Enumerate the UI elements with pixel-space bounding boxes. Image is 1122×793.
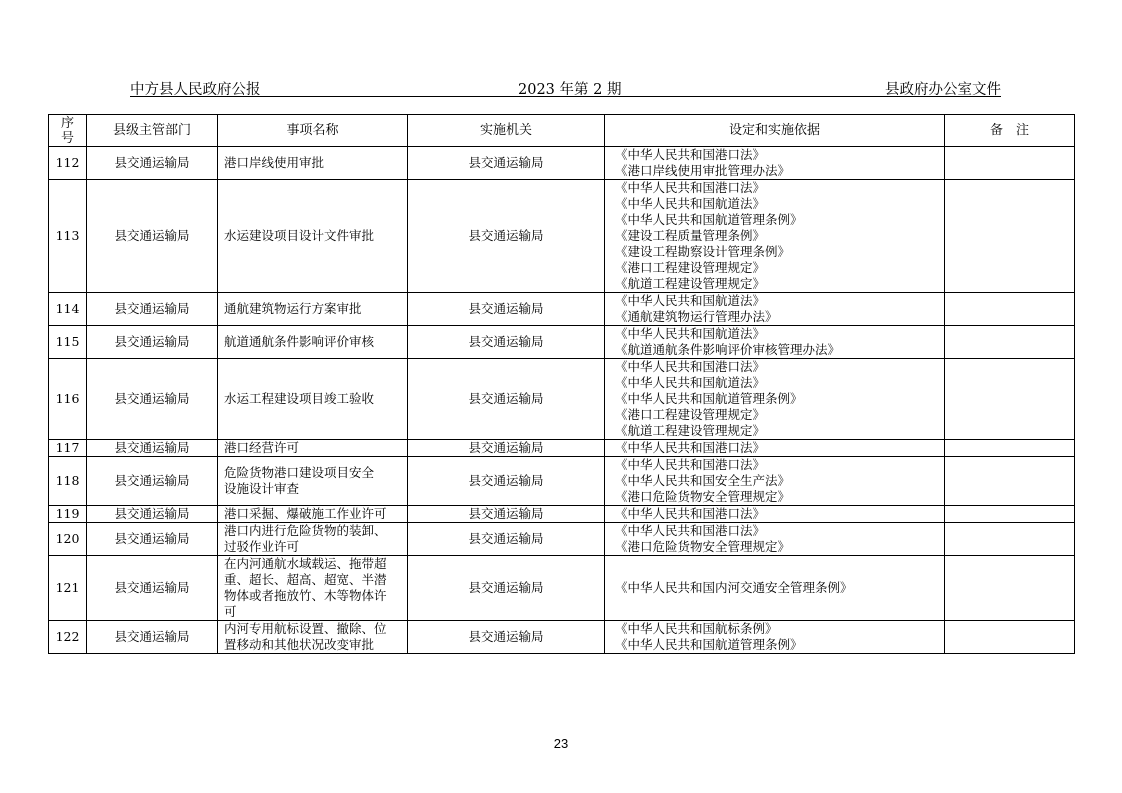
department-cell: 县交通运输局 — [87, 326, 218, 359]
table-row — [49, 440, 1075, 457]
gazette-title: 中方县人民政府公报 — [130, 82, 261, 98]
item-name-line: 水运工程建设项目竣工验收 — [224, 391, 375, 406]
item-name-line: 港口内进行危险货物的装卸、 — [224, 523, 387, 538]
remarks-cell — [945, 293, 1075, 326]
department-cell: 县交通运输局 — [87, 457, 218, 506]
item-name-cell — [218, 457, 408, 506]
legal-basis-line: 《中华人民共和国安全生产法》 — [615, 473, 791, 488]
item-name-cell — [218, 293, 408, 326]
legal-basis-cell — [605, 326, 945, 359]
item-name-line: 过驳作业许可 — [224, 539, 300, 554]
legal-basis-line: 《中华人民共和国港口法》 — [615, 359, 766, 374]
row-number: 122 — [49, 621, 87, 654]
item-name-line: 港口经营许可 — [224, 440, 300, 455]
legal-basis-line: 《中华人民共和国港口法》 — [615, 440, 766, 455]
legal-basis-cell — [605, 523, 945, 556]
implementing-agency-cell: 县交通运输局 — [408, 506, 605, 523]
item-name-line: 通航建筑物运行方案审批 — [224, 301, 362, 316]
document-category: 县政府办公室文件 — [885, 82, 1001, 98]
table-row — [49, 621, 1075, 654]
item-name-cell — [218, 147, 408, 180]
col-header-implementing-agency: 实施机关 — [408, 115, 605, 147]
legal-basis-line: 《中华人民共和国航标条例》 — [615, 621, 778, 636]
item-name-cell — [218, 440, 408, 457]
row-number: 116 — [49, 359, 87, 440]
legal-basis-cell — [605, 440, 945, 457]
item-name-line: 置移动和其他状况改变审批 — [224, 637, 375, 652]
item-name-line: 水运建设项目设计文件审批 — [224, 228, 375, 243]
department-cell: 县交通运输局 — [87, 523, 218, 556]
col-header-number: 序 号 — [49, 115, 87, 147]
row-number: 121 — [49, 556, 87, 621]
legal-basis-cell — [605, 147, 945, 180]
legal-basis-cell — [605, 293, 945, 326]
item-name-cell — [218, 621, 408, 654]
col-header-remarks: 备 注 — [945, 115, 1075, 147]
implementing-agency-cell: 县交通运输局 — [408, 359, 605, 440]
item-name-line: 可 — [224, 604, 237, 619]
table-row — [49, 326, 1075, 359]
implementing-agency-cell: 县交通运输局 — [408, 326, 605, 359]
legal-basis-line: 《航道通航条件影响评价审核管理办法》 — [615, 342, 841, 357]
table-row — [49, 293, 1075, 326]
row-number: 115 — [49, 326, 87, 359]
item-name-cell — [218, 326, 408, 359]
implementing-agency-cell: 县交通运输局 — [408, 440, 605, 457]
item-name-line: 危险货物港口建设项目安全 — [224, 465, 375, 480]
legal-basis-line: 《建设工程质量管理条例》 — [615, 228, 766, 243]
remarks-cell — [945, 359, 1075, 440]
department-cell: 县交通运输局 — [87, 359, 218, 440]
table-header-row — [49, 115, 1075, 147]
legal-basis-cell — [605, 556, 945, 621]
table-row — [49, 359, 1075, 440]
legal-basis-line: 《港口岸线使用审批管理办法》 — [615, 163, 791, 178]
item-name-cell — [218, 556, 408, 621]
legal-basis-line: 《航道工程建设管理规定》 — [615, 276, 766, 291]
legal-basis-line: 《港口工程建设管理规定》 — [615, 407, 766, 422]
legal-basis-line: 《港口工程建设管理规定》 — [615, 260, 766, 275]
row-number: 113 — [49, 180, 87, 293]
department-cell: 县交通运输局 — [87, 556, 218, 621]
implementing-agency-cell: 县交通运输局 — [408, 457, 605, 506]
legal-basis-line: 《建设工程勘察设计管理条例》 — [615, 244, 791, 259]
item-name-line: 在内河通航水域载运、拖带超 — [224, 556, 387, 571]
remarks-cell — [945, 621, 1075, 654]
legal-basis-cell — [605, 621, 945, 654]
item-name-cell — [218, 523, 408, 556]
table-row — [49, 180, 1075, 293]
row-number: 117 — [49, 440, 87, 457]
table-row — [49, 506, 1075, 523]
implementing-agency-cell: 县交通运输局 — [408, 556, 605, 621]
legal-basis-line: 《中华人民共和国内河交通安全管理条例》 — [615, 580, 853, 595]
department-cell: 县交通运输局 — [87, 440, 218, 457]
item-name-line: 重、超长、超高、超宽、半潜 — [224, 572, 387, 587]
remarks-cell — [945, 457, 1075, 506]
issue-number: 2023 年第 2 期 — [518, 82, 622, 98]
col-header-department: 县级主管部门 — [87, 115, 218, 147]
row-number: 114 — [49, 293, 87, 326]
implementing-agency-cell: 县交通运输局 — [408, 621, 605, 654]
legal-basis-line: 《航道工程建设管理规定》 — [615, 423, 766, 438]
remarks-cell — [945, 440, 1075, 457]
item-name-line: 港口采掘、爆破施工作业许可 — [224, 506, 387, 521]
remarks-cell — [945, 523, 1075, 556]
implementing-agency-cell: 县交通运输局 — [408, 180, 605, 293]
remarks-cell — [945, 556, 1075, 621]
item-name-cell — [218, 180, 408, 293]
department-cell: 县交通运输局 — [87, 293, 218, 326]
approval-items-table — [48, 114, 1075, 654]
legal-basis-line: 《中华人民共和国港口法》 — [615, 457, 766, 472]
legal-basis-line: 《中华人民共和国港口法》 — [615, 523, 766, 538]
legal-basis-cell — [605, 180, 945, 293]
department-cell: 县交通运输局 — [87, 621, 218, 654]
implementing-agency-cell: 县交通运输局 — [408, 293, 605, 326]
legal-basis-line: 《港口危险货物安全管理规定》 — [615, 539, 791, 554]
page-number: 23 — [553, 736, 569, 751]
item-name-line: 设施设计审查 — [224, 481, 300, 496]
row-number: 119 — [49, 506, 87, 523]
item-name-line: 港口岸线使用审批 — [224, 155, 325, 170]
legal-basis-cell — [605, 457, 945, 506]
document-header — [130, 76, 1001, 97]
remarks-cell — [945, 147, 1075, 180]
col-header-legal-basis: 设定和实施依据 — [605, 115, 945, 147]
implementing-agency-cell: 县交通运输局 — [408, 523, 605, 556]
remarks-cell — [945, 506, 1075, 523]
table-row — [49, 457, 1075, 506]
legal-basis-line: 《中华人民共和国港口法》 — [615, 180, 766, 195]
department-cell: 县交通运输局 — [87, 147, 218, 180]
legal-basis-line: 《中华人民共和国航道管理条例》 — [615, 212, 803, 227]
legal-basis-line: 《中华人民共和国航道管理条例》 — [615, 637, 803, 652]
department-cell: 县交通运输局 — [87, 180, 218, 293]
table-row — [49, 556, 1075, 621]
col-header-item-name: 事项名称 — [218, 115, 408, 147]
table-row — [49, 147, 1075, 180]
legal-basis-line: 《中华人民共和国港口法》 — [615, 506, 766, 521]
table-row — [49, 523, 1075, 556]
item-name-line: 内河专用航标设置、撤除、位 — [224, 621, 387, 636]
legal-basis-line: 《中华人民共和国航道法》 — [615, 375, 766, 390]
row-number: 118 — [49, 457, 87, 506]
department-cell: 县交通运输局 — [87, 506, 218, 523]
implementing-agency-cell: 县交通运输局 — [408, 147, 605, 180]
row-number: 112 — [49, 147, 87, 180]
legal-basis-line: 《中华人民共和国航道法》 — [615, 196, 766, 211]
legal-basis-line: 《通航建筑物运行管理办法》 — [615, 309, 778, 324]
legal-basis-cell — [605, 506, 945, 523]
row-number: 120 — [49, 523, 87, 556]
item-name-cell — [218, 506, 408, 523]
remarks-cell — [945, 180, 1075, 293]
legal-basis-line: 《中华人民共和国航道法》 — [615, 326, 766, 341]
remarks-cell — [945, 326, 1075, 359]
legal-basis-line: 《中华人民共和国港口法》 — [615, 147, 766, 162]
legal-basis-line: 《港口危险货物安全管理规定》 — [615, 489, 791, 504]
legal-basis-cell — [605, 359, 945, 440]
item-name-line: 航道通航条件影响评价审核 — [224, 334, 375, 349]
legal-basis-line: 《中华人民共和国航道管理条例》 — [615, 391, 803, 406]
legal-basis-line: 《中华人民共和国航道法》 — [615, 293, 766, 308]
item-name-line: 物体或者拖放竹、木等物体许 — [224, 588, 387, 603]
item-name-cell — [218, 359, 408, 440]
